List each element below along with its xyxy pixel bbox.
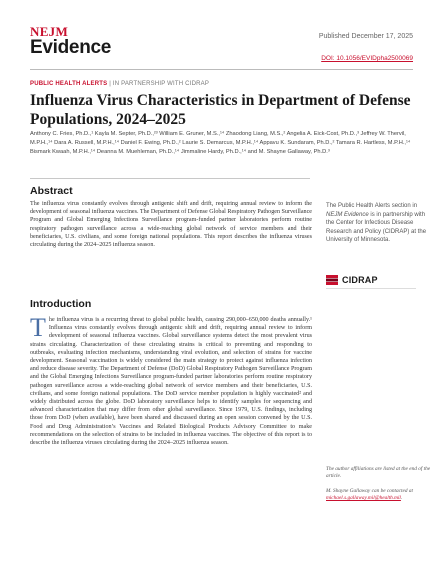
- cidrap-mark-icon: [326, 275, 338, 285]
- cidrap-underline: [326, 288, 416, 289]
- logo-evidence-text: Evidence: [30, 37, 112, 58]
- dropcap-letter: T: [30, 313, 46, 342]
- section-tag: [30, 81, 209, 87]
- sidebar-partnership-note: [326, 202, 434, 245]
- contact-note: [326, 488, 434, 502]
- cidrap-logo[interactable]: [326, 275, 378, 285]
- section-tag-label: PUBLIC HEALTH ALERTS: [30, 81, 108, 87]
- section-tag-partner: | IN PARTNERSHIP WITH CIDRAP: [107, 81, 210, 87]
- contact-email-link[interactable]: michael.s.gallaway.mil@health.mil: [326, 495, 401, 502]
- affiliations-footnote: The author affiliations are listed at the end of the article.: [326, 466, 431, 480]
- abstract-text: The influenza virus constantly evolves through antigenic shift and drift, requiring annual review to inform the development of seasonal influenza vaccines. The Department of Defense Global Respiratory Pathogen Surveillance Program and Global Emerging Infections Surveillance program-funded partner laboratories perform routine respiratory pathogen surveillance across a wide-reaching global network of service members and their beneficiaries, U.S. civilians, and some foreign national populations. This report describes the influenza viruses circulating during the 2024–2025 influenza season.: [30, 201, 312, 249]
- sidebar-note-post: is in partnership with the Center for Infectious Disease Research and Policy (CIDRAP) at the University of Minnesota.: [326, 211, 427, 244]
- journal-logo[interactable]: [30, 26, 111, 57]
- introduction-body: he influenza virus is a recurring threat to global public health, causing 290,000–650,000 deaths annually.¹ Influenza virus constantly evolves through antigenic shift and drift, requiring annual review to inform development of seasonal influenza vaccines. Global surveillance systems detect the most prevalent virus strains circulating. Characterization of these circulating strains is critical to preventing and responding to outbreaks, evaluating infection mechanisms, understanding viral evolution, and selection of strains for vaccine development. Seasonal vaccination is widely considered the main strategy to protect against influenza infection and reduce disease severity. The Department of Defense (DoD) Global Respiratory Pathogen Surveillance Program and the Global Emerging Infections Surveillance program-funded partner laboratories perform routine respiratory pathogen surveillance across a wide-reaching global network of service members and their beneficiaries, U.S. civilians, and some foreign national populations. The DoD service member population is highly vaccinated² and widely distributed across the globe. DoD laboratory surveillance helps to identify samples for sequencing and advanced characterization that may differ from other global surveillance. Since 1979, U.S. findings, including those from DoD (when available), have been shared and discussed during an open session convened by the U.S. Food and Drug Administration’s Vaccines and Related Biological Products Advisory Committee to make recommendations on the selection of strains to be included in influenza vaccines. The objective of this report is to describe the influenza viruses circulating during the 2024–2025 influenza season.: [30, 317, 312, 447]
- publication-date: Published December 17, 2025: [318, 33, 413, 40]
- article-title: Influenza Virus Characteristics in Department of Defense Populations, 2024–2025: [30, 92, 411, 128]
- author-list: Anthony C. Fries, Ph.D.,¹ Kayla M. Septer, Ph.D.,²³ William E. Gruner, M.S.,¹⁴ Zhaodong Liang, M.S.,² Angelia A. Eick-Cost, Ph.D.,³ Jeffrey W. Thervil, M.P.H.,¹⁴ Dara A. Russell, M.P.H.,¹⁴ Daniel F. Ewing, Ph.D.,² Laurie S. Demarcus, M.P.H.,¹⁴ Appavu K. Sundaram, Ph.D.,² Tamara R. Hartless, M.P.H.,¹⁴ Bismark Kwaah, M.P.H.,¹⁴ Deanna M. Muehleman, Ph.D.,¹⁴ Jimmaline Hardy, Ph.D.,¹⁴ and M. Shayne Gallaway, Ph.D.³: [30, 131, 411, 155]
- introduction-heading: Introduction: [30, 298, 92, 310]
- authors-divider: [30, 178, 310, 179]
- logo-nejm-text: NEJM: [30, 24, 69, 39]
- contact-post: .: [400, 495, 403, 502]
- sidebar-note-journal: NEJM Evidence: [326, 211, 369, 218]
- cidrap-logo-text: CIDRAP: [342, 275, 378, 285]
- sidebar-note-pre: The Public Health Alerts section in: [326, 203, 418, 209]
- doi-link[interactable]: DOI: 10.1056/EVIDpha2500069: [321, 55, 413, 62]
- header-divider: [30, 69, 413, 70]
- introduction-text: [30, 313, 312, 447]
- abstract-heading: Abstract: [30, 185, 73, 197]
- contact-pre: M. Shayne Gallaway can be contacted at: [326, 488, 413, 494]
